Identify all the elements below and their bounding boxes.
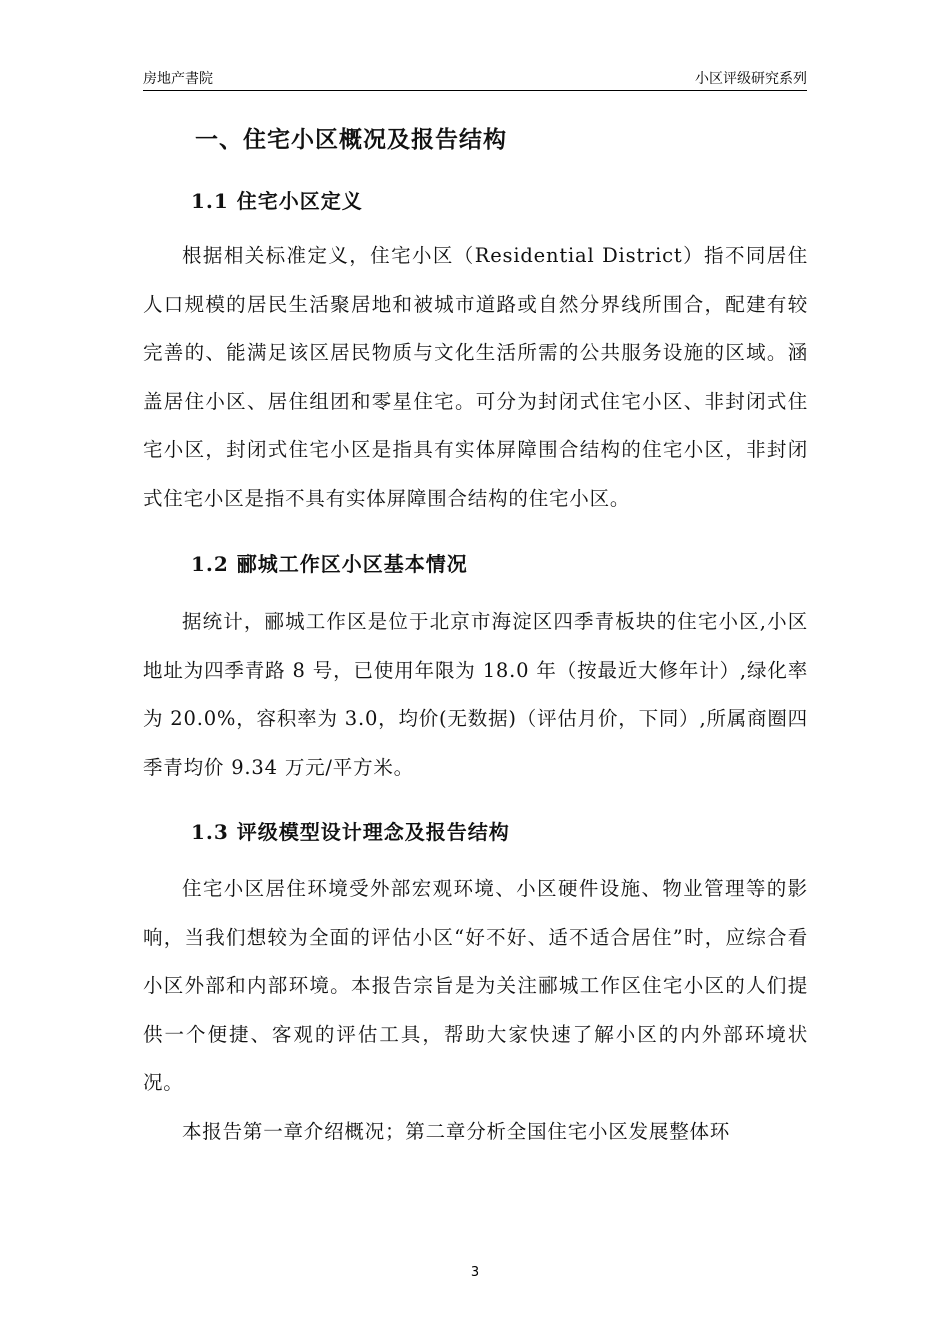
section-1-3-paragraph-1: 住宅小区居住环境受外部宏观环境、小区硬件设施、物业管理等的影响，当我们想较为全面的评估小区“好不好、适不适合居住”时，应综合看小区外部和内部环境。本报告宗旨是为关注郦城工作区住宅小区的人们提供一个便捷、客观的评估工具，帮助大家快速了解小区的内外部环境状况。 (143, 877, 808, 1094)
header-series: 小区评级研究系列 (695, 71, 807, 87)
section-heading-1-3: 1.3 评级模型设计理念及报告结构 (191, 820, 510, 844)
section-heading-1-1: 1.1 住宅小区定义 (191, 189, 363, 213)
section-1-3-paragraph-2: 本报告第一章介绍概况；第二章分析全国住宅小区发展整体环 (182, 1119, 731, 1143)
page-number: 3 (470, 1265, 480, 1280)
document-body (143, 100, 808, 1156)
header-publisher: 房地产書院 (143, 71, 213, 87)
section-heading-1-2: 1.2 郦城工作区小区基本情况 (191, 552, 468, 576)
chapter-title: 一、住宅小区概况及报告结构 (195, 126, 507, 153)
section-1-2-paragraph: 据统计，郦城工作区是位于北京市海淀区四季青板块的住宅小区,小区地址为四季青路 8 号，已使用年限为 18.0 年（按最近大修年计）,绿化率为 20.0%，容积率为 3.0，均价(无数据)（评估月价，下同）,所属商圈四季青均价 9.34 万元/平方米。 (143, 610, 808, 779)
page-header (143, 66, 807, 91)
section-1-1-paragraph: 根据相关标准定义，住宅小区（Residential District）指不同居住人口规模的居民生活聚居地和被城市道路或自然分界线所围合，配建有较完善的、能满足该区居民物质与文化生活所需的公共服务设施的区域。涵盖居住小区、居住组团和零星住宅。可分为封闭式住宅小区、非封闭式住宅小区，封闭式住宅小区是指具有实体屏障围合结构的住宅小区，非封闭式住宅小区是指不具有实体屏障围合结构的住宅小区。 (143, 244, 808, 510)
